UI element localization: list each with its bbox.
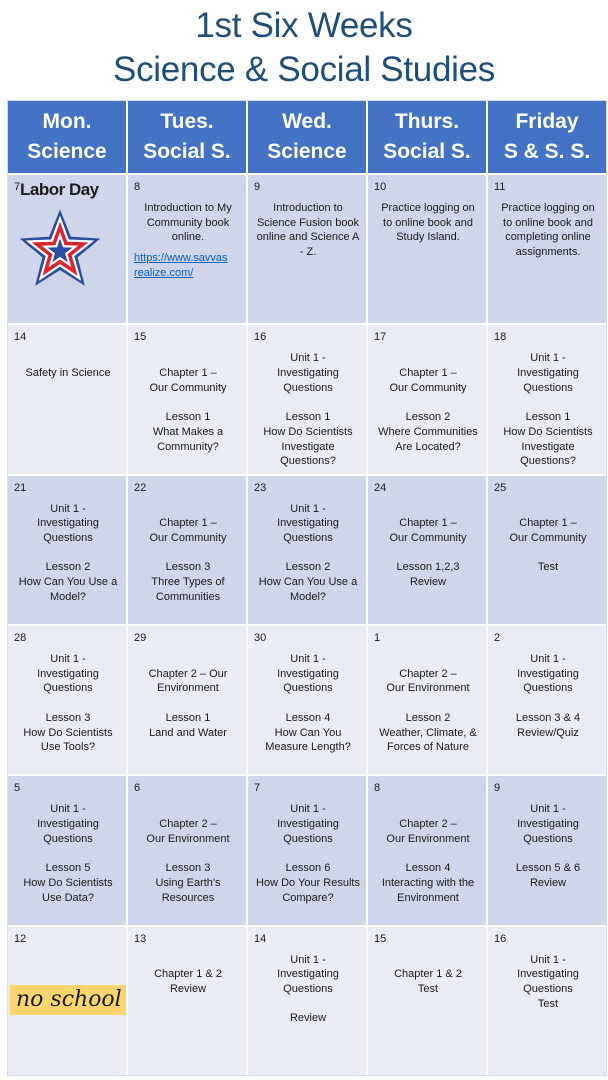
calendar-day-cell (248, 927, 366, 1075)
day-number: 9 (254, 181, 261, 193)
calendar-day-cell (368, 626, 486, 774)
day-number: 15 (374, 932, 387, 945)
day-lesson-text: Introduction to My Community book online. (144, 202, 232, 244)
day-lesson-text: Unit 1 - Investigating Questions Lesson 5 & 6 Review (515, 803, 581, 889)
day-lesson-text: Chapter 1 – Our Community Lesson 3 Three Types of Communities (149, 517, 227, 603)
calendar-day-cell (8, 927, 126, 1075)
day-lesson-text: Unit 1 - Investigating Questions Review (277, 953, 339, 1025)
day-number: 8 (374, 782, 381, 795)
day-number: 14 (14, 331, 27, 344)
calendar-day-cell (128, 626, 246, 774)
calendar-day-cell (488, 476, 606, 624)
calendar-day-cell (248, 175, 366, 323)
day-lesson-text: Practice logging on to online book and completing online assignments. (501, 202, 595, 259)
calendar-day-cell (248, 476, 366, 624)
savvas-realize-link[interactable]: https://www.savvas realize.com/ (134, 252, 228, 279)
day-number: 30 (254, 631, 267, 644)
day-number: 24 (374, 481, 387, 494)
header-day: Mon. (42, 110, 92, 133)
day-lesson-text: Unit 1 - Investigating Questions Lesson 1 How Do Scientists Investigate Questions? (503, 352, 593, 468)
day-lesson-text: Chapter 1 – Our Community Lesson 2 Where Communities Are Located? (378, 367, 478, 453)
day-number: 17 (374, 331, 387, 344)
calendar-day-cell (368, 175, 486, 323)
day-lesson-text: Chapter 2 – Our Environment Lesson 2 Weather, Climate, & Forces of Nature (379, 667, 477, 754)
day-lesson-text: Chapter 1 & 2 Test (394, 968, 462, 996)
header-subject: Science (267, 140, 347, 163)
day-lesson-text: Unit 1 - Investigating Questions Lesson 4 How Can You Measure Length? (265, 652, 351, 754)
day-lesson-text: Unit 1 - Investigating Questions Lesson 3 How Do Scientists Use Tools? (23, 652, 113, 754)
day-lesson-text: Safety in Science (25, 367, 111, 380)
calendar-day-cell (248, 626, 366, 774)
header-day: Tues. (160, 110, 214, 133)
calendar-day-cell (368, 927, 486, 1075)
day-number: 18 (494, 331, 507, 344)
day-lesson-text: Practice logging on to online book and Study Island. (381, 202, 475, 244)
day-lesson-text: Chapter 1 – Our Community Test (509, 517, 587, 574)
calendar-day-cell (488, 626, 606, 774)
day-lesson-text: Unit 1 - Investigating Questions Lesson 3 & 4 Review/Quiz (515, 652, 581, 739)
header-subject: S & S. S. (503, 140, 591, 163)
header-monday (8, 101, 126, 173)
day-number: 2 (494, 631, 501, 644)
day-number: 16 (494, 932, 507, 945)
day-number: 14 (254, 932, 267, 945)
day-number: 7 (254, 782, 261, 795)
day-lesson-text: Chapter 1 & 2 Review (154, 968, 222, 996)
header-day: Friday (515, 110, 579, 133)
day-lesson-text: Unit 1 - Investigating Questions Lesson 2 How Can You Use a Model? (258, 502, 358, 603)
header-friday (488, 101, 606, 173)
calendar-day-cell (248, 325, 366, 473)
header-subject: Social S. (383, 140, 471, 163)
day-lesson-text: Unit 1 - Investigating Questions Lesson 6 How Do Your Results Compare? (256, 803, 360, 904)
no-school-label: no school (10, 985, 126, 1015)
calendar-day-cell (128, 927, 246, 1075)
day-lesson-text: Unit 1 - Investigating Questions Lesson 5 How Do Scientists Use Data? (23, 803, 113, 904)
calendar-day-cell (368, 776, 486, 924)
header-subject: Social S. (143, 140, 231, 163)
day-lesson-text: Chapter 1 – Our Community Lesson 1,2,3 Review (389, 517, 467, 589)
day-number: 6 (134, 782, 141, 795)
calendar-day-cell (488, 325, 606, 473)
day-number: 11 (494, 181, 506, 193)
calendar-day-cell (8, 325, 126, 473)
calendar-day-cell (488, 175, 606, 323)
calendar-day-cell (8, 626, 126, 774)
day-number: 25 (494, 481, 507, 494)
header-subject: Science (27, 140, 107, 163)
day-number: 15 (134, 331, 147, 344)
page-title (0, 4, 608, 92)
day-lesson-text: Chapter 1 – Our Community Lesson 1 What Makes a Community? (149, 367, 227, 453)
header-day: Wed. (282, 110, 332, 133)
day-number: 13 (134, 932, 147, 945)
day-number: 16 (254, 331, 267, 344)
calendar-day-cell (128, 325, 246, 473)
day-lesson-text: Chapter 2 – Our Environment Lesson 4 Interacting with the Environment (381, 818, 475, 904)
calendar-day-cell (488, 927, 606, 1075)
header-thursday (368, 101, 486, 173)
patriotic-star-icon (16, 205, 104, 293)
calendar-day-cell (368, 476, 486, 624)
calendar-day-cell (8, 776, 126, 924)
day-number: 5 (14, 782, 21, 795)
day-lesson-text: Chapter 2 – Our Environment Lesson 1 Land and Water (148, 667, 228, 739)
labor-day-label: Labor Day (20, 180, 99, 199)
day-number: 12 (14, 932, 27, 945)
day-number: 7 (14, 181, 21, 193)
day-number: 29 (134, 631, 147, 644)
day-number: 10 (374, 181, 387, 193)
day-lesson-text: Unit 1 - Investigating Questions Lesson 1 How Do Scientists Investigate Questions? (263, 352, 353, 468)
calendar-day-cell (368, 325, 486, 473)
calendar-day-cell (8, 476, 126, 624)
title-line-2: Science & Social Studies (113, 50, 495, 89)
day-lesson-text: Unit 1 - Investigating Questions Lesson 2 How Can You Use a Model? (18, 502, 118, 603)
calendar-grid (7, 100, 607, 1076)
day-number: 9 (494, 782, 501, 795)
calendar-day-cell (248, 776, 366, 924)
day-number: 23 (254, 481, 267, 494)
day-number: 22 (134, 481, 147, 494)
header-wednesday (248, 101, 366, 173)
day-lesson-text: Unit 1 - Investigating Questions Test (517, 953, 579, 1010)
calendar-day-cell (128, 476, 246, 624)
calendar-day-cell (128, 175, 246, 323)
calendar-day-cell (8, 175, 126, 323)
day-lesson-text: Introduction to Science Fusion book online and Science A - Z. (256, 202, 360, 259)
day-number: 1 (374, 631, 381, 644)
day-number: 21 (14, 481, 27, 494)
title-line-1: 1st Six Weeks (195, 6, 413, 45)
day-number: 8 (134, 181, 141, 193)
day-lesson-text: Chapter 2 – Our Environment Lesson 3 Using Earth's Resources (146, 818, 230, 904)
day-number: 28 (14, 631, 27, 644)
header-tuesday (128, 101, 246, 173)
calendar-day-cell (488, 776, 606, 924)
header-day: Thurs. (394, 110, 460, 133)
calendar-day-cell (128, 776, 246, 924)
